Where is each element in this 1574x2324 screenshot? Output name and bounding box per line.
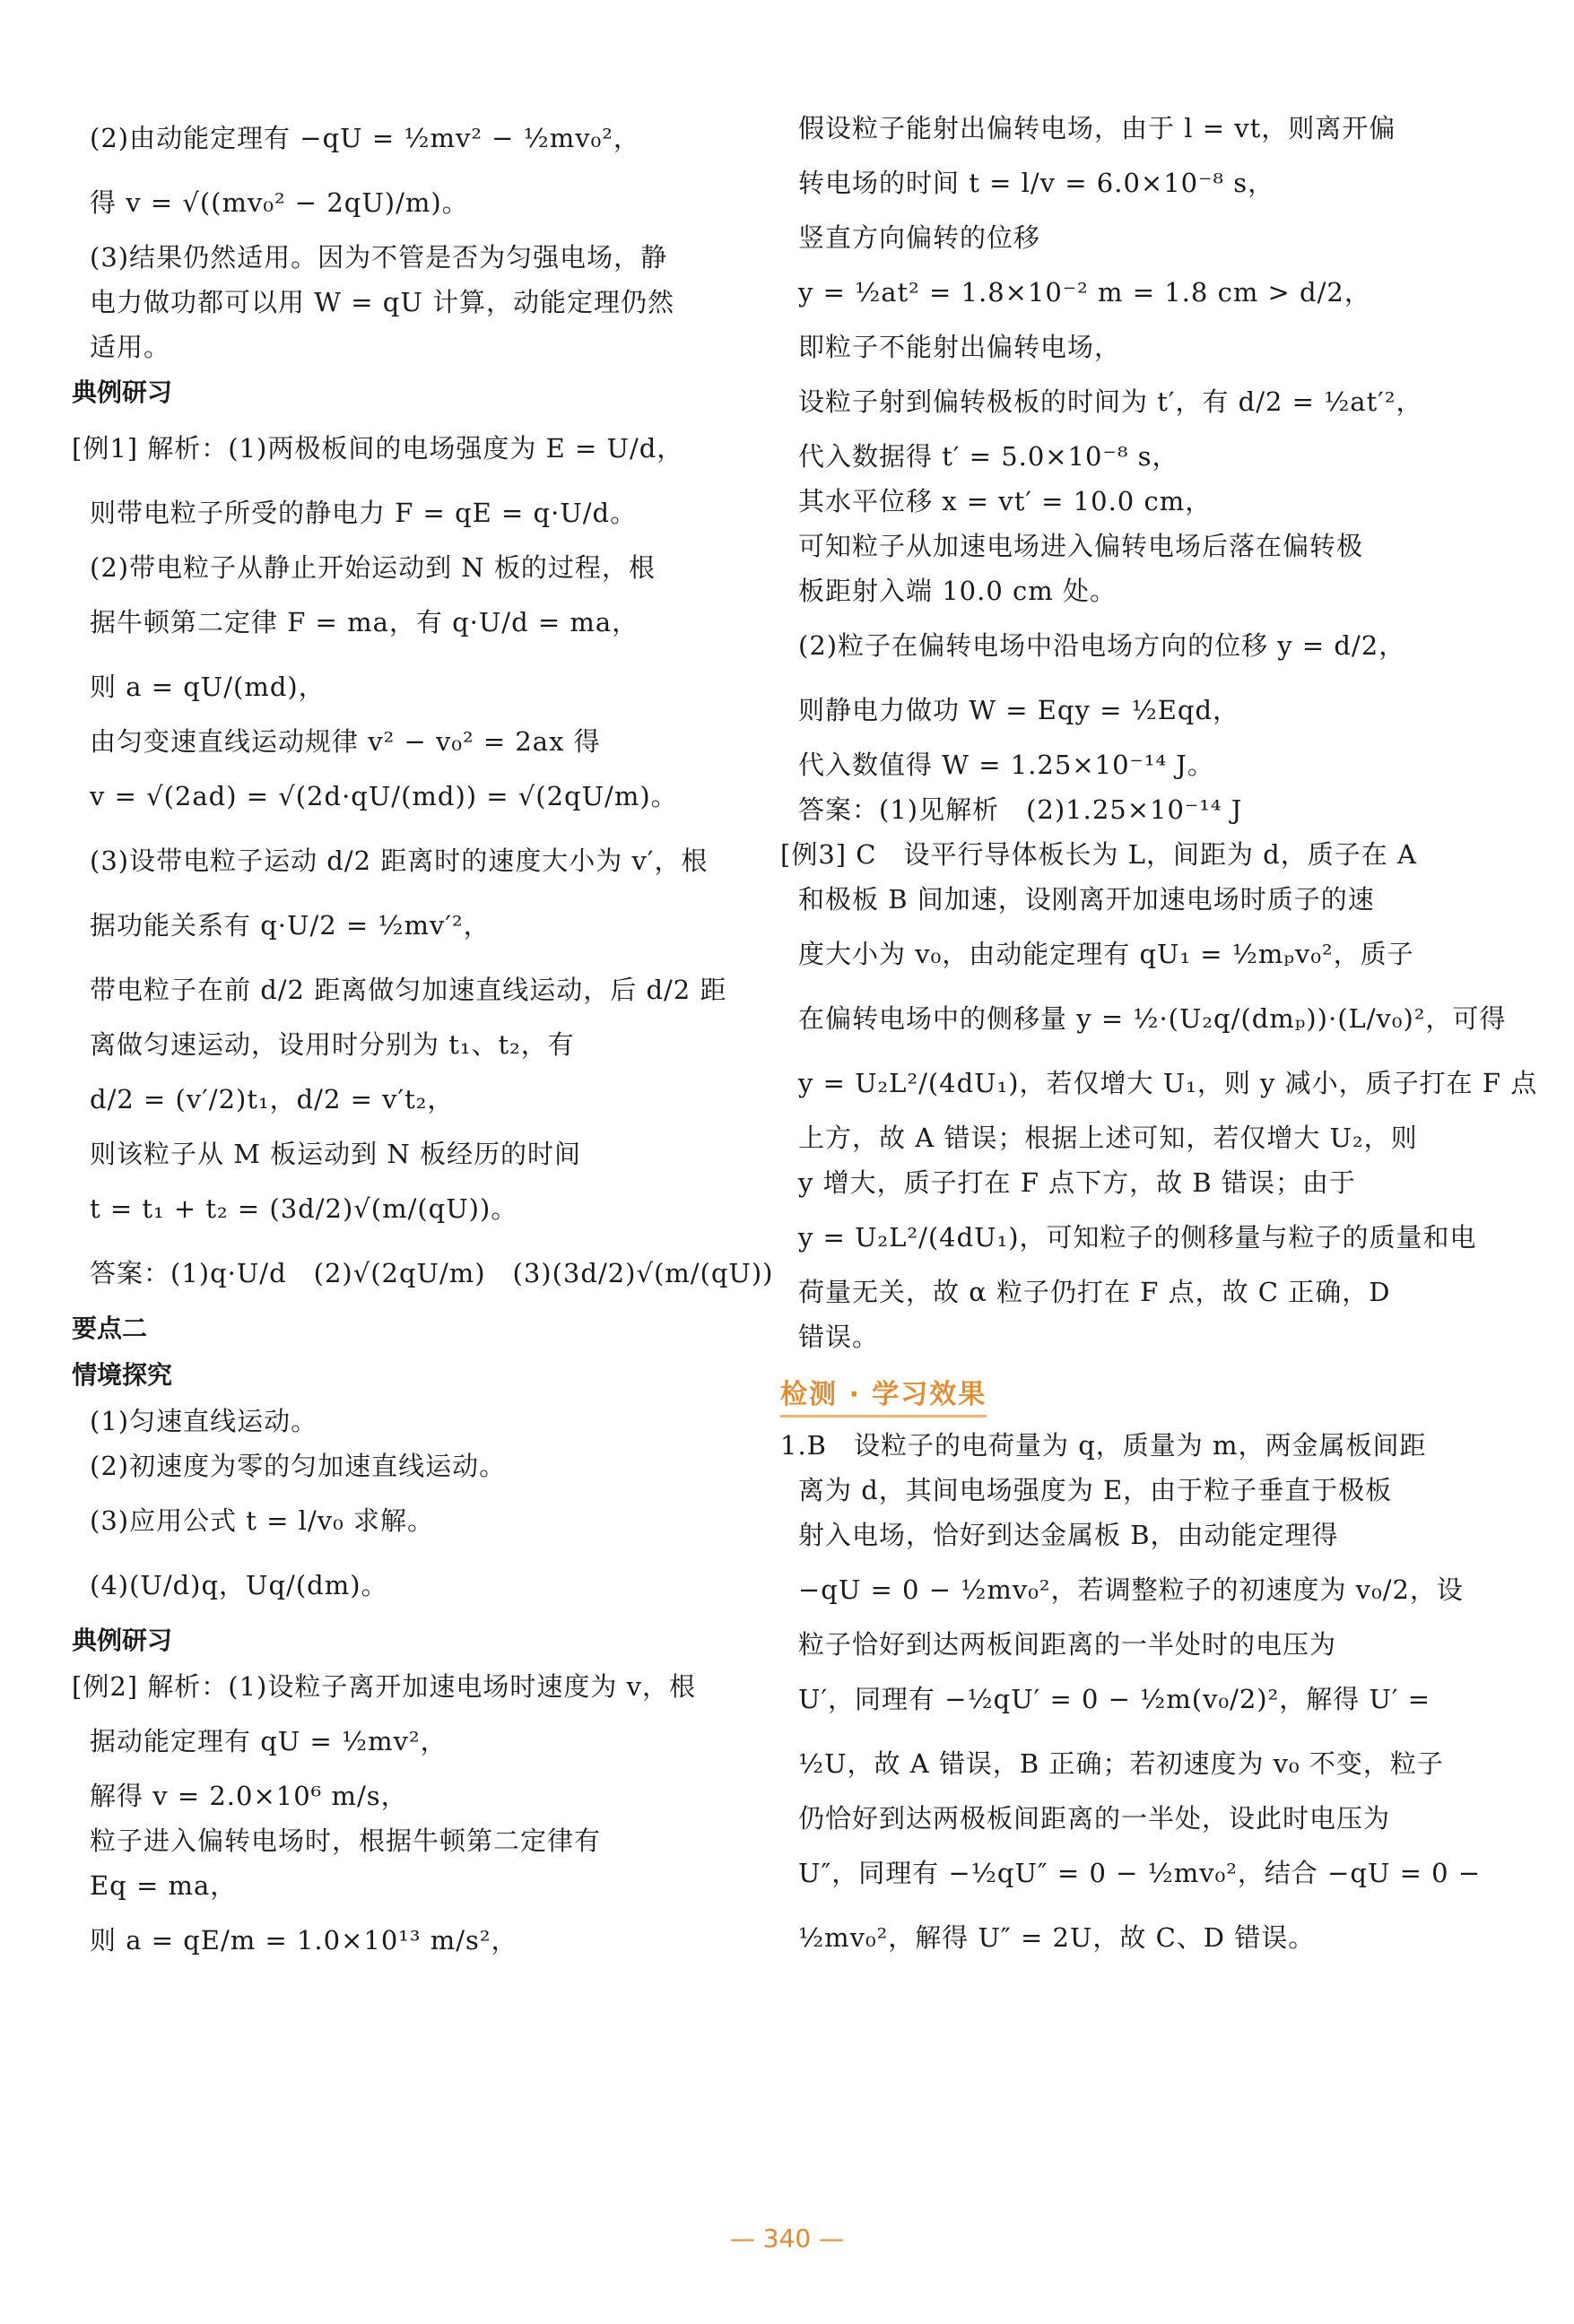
right-column-part-b bbox=[780, 1423, 1482, 1970]
text-line: y = ½at² = 1.8×10⁻² m = 1.8 cm > d/2， bbox=[798, 277, 1371, 308]
text-line: (2)初速度为零的匀加速直线运动。 bbox=[90, 1451, 507, 1481]
text-line: 据动能定理有 qU = ½mv²， bbox=[90, 1726, 448, 1756]
text-line: y = U₂L²/(4dU₁)，若仅增大 U₁，则 y 减小，质子打在 F 点 bbox=[798, 1068, 1538, 1098]
text-line: 代入数值得 W = 1.25×10⁻¹⁴ J。 bbox=[798, 750, 1214, 780]
text-line: 由匀变速直线运动规律 v² − v₀² = 2ax 得 bbox=[90, 726, 601, 757]
text-line: [例3] C 设平行导体板长为 L，间距为 d，质子在 A bbox=[780, 839, 1417, 870]
text-line: 得 v = √((mv₀² − 2qU)/m)。 bbox=[90, 187, 469, 218]
text-line: 设粒子射到偏转极板的时间为 t′，有 d/2 = ½at′²， bbox=[798, 386, 1423, 417]
text-line: 即粒子不能射出偏转电场， bbox=[798, 332, 1122, 362]
left-column bbox=[72, 106, 774, 1973]
text-line: 其水平位移 x = vt′ = 10.0 cm， bbox=[798, 486, 1213, 516]
text-line: y 增大，质子打在 F 点下方，故 B 错误；由于 bbox=[798, 1167, 1356, 1198]
text-line: 解得 v = 2.0×10⁶ m/s， bbox=[90, 1781, 408, 1811]
text-line: 则 a = qE/m = 1.0×10¹³ m/s²， bbox=[90, 1925, 518, 1955]
text-line: [例1] 解析：(1)两极板间的电场强度为 E = U/d， bbox=[72, 433, 684, 464]
section-title: 检测 · 学习效果 bbox=[780, 1372, 987, 1418]
text-line: 则静电力做功 W = Eqy = ½Eqd， bbox=[798, 695, 1240, 725]
text-line: 带电粒子在前 d/2 距离做匀加速直线运动，后 d/2 距 bbox=[90, 975, 727, 1005]
text-line: U″，同理有 −½qU″ = 0 − ½mv₀²，结合 −qU = 0 − bbox=[798, 1858, 1482, 1888]
text-line: 错误。 bbox=[798, 1322, 880, 1352]
text-line: 答案：(1)q·U/d (2)√(2qU/m) (3)(3d/2)√(m/(qU)) bbox=[90, 1258, 774, 1288]
text-line: 电力做功都可以用 W = qU 计算，动能定理仍然 bbox=[90, 287, 674, 317]
text-line: 粒子恰好到达两板间距离的一半处时的电压为 bbox=[798, 1629, 1337, 1660]
right-column-part-a bbox=[780, 106, 1538, 1359]
text-line: [例2] 解析：(1)设粒子离开加速电场时速度为 v，根 bbox=[72, 1671, 696, 1702]
text-line: 1.B 设粒子的电荷量为 q，质量为 m，两金属板间距 bbox=[780, 1430, 1427, 1461]
text-line: 据功能关系有 q·U/2 = ½mv′²， bbox=[90, 910, 491, 941]
text-line: ½U，故 A 错误，B 正确；若初速度为 v₀ 不变，粒子 bbox=[798, 1748, 1444, 1779]
text-line: −qU = 0 − ½mv₀²，若调整粒子的初速度为 v₀/2，设 bbox=[798, 1574, 1464, 1605]
page-number: — 340 — bbox=[729, 2224, 845, 2253]
text-line: 粒子进入偏转电场时，根据牛顿第二定律有 bbox=[90, 1825, 602, 1856]
text-line: U′，同理有 −½qU′ = 0 − ½m(v₀/2)²，解得 U′ = bbox=[798, 1684, 1431, 1714]
text-line: (2)由动能定理有 −qU = ½mv² − ½mv₀²， bbox=[90, 123, 640, 153]
text-line: 上方，故 A 错误；根据上述可知，若仅增大 U₂，则 bbox=[798, 1123, 1418, 1153]
text-line: (2)带电粒子从静止开始运动到 N 板的过程，根 bbox=[90, 552, 656, 583]
section-heading: 典例研习 bbox=[72, 377, 173, 407]
section-heading: 情境探究 bbox=[72, 1360, 173, 1390]
text-line: 荷量无关，故 α 粒子仍打在 F 点，故 C 正确，D bbox=[798, 1277, 1391, 1307]
text-line: d/2 = (v′/2)t₁，d/2 = v′t₂， bbox=[90, 1084, 455, 1114]
text-line: 板距射入端 10.0 cm 处。 bbox=[798, 576, 1117, 606]
text-line: 度大小为 v₀，由动能定理有 qU₁ = ½mₚv₀²，质子 bbox=[798, 939, 1414, 969]
text-line: (1)匀速直线运动。 bbox=[90, 1406, 318, 1436]
text-line: y = U₂L²/(4dU₁)，可知粒子的侧移量与粒子的质量和电 bbox=[798, 1222, 1477, 1253]
text-line: 则 a = qU/(md)， bbox=[90, 672, 326, 702]
section-heading: 要点二 bbox=[72, 1314, 148, 1343]
text-line: 离为 d，其间电场强度为 E，由于粒子垂直于极板 bbox=[798, 1475, 1393, 1505]
right-column bbox=[780, 106, 1538, 1970]
text-line: 代入数据得 t′ = 5.0×10⁻⁸ s， bbox=[798, 441, 1179, 472]
text-line: 适用。 bbox=[90, 332, 171, 362]
text-line: 射入电场，恰好到达金属板 B，由动能定理得 bbox=[798, 1520, 1339, 1550]
text-line: 可知粒子从加速电场进入偏转电场后落在偏转极 bbox=[798, 531, 1364, 561]
text-line: (3)结果仍然适用。因为不管是否为匀强电场，静 bbox=[90, 242, 668, 273]
text-line: 在偏转电场中的侧移量 y = ½·(U₂q/(dmₚ))·(L/v₀)²，可得 bbox=[798, 1003, 1507, 1034]
text-line: 假设粒子能射出偏转电场，由于 l = vt，则离开偏 bbox=[798, 113, 1396, 143]
text-line: ½mv₀²，解得 U″ = 2U，故 C、D 错误。 bbox=[798, 1922, 1316, 1953]
text-line: (3)应用公式 t = l/v₀ 求解。 bbox=[90, 1505, 434, 1536]
text-line: 和极板 B 间加速，设刚离开加速电场时质子的速 bbox=[798, 884, 1375, 915]
text-line: (3)设带电粒子运动 d/2 距离时的速度大小为 v′，根 bbox=[90, 845, 709, 876]
text-line: 答案：(1)见解析 (2)1.25×10⁻¹⁴ J bbox=[798, 794, 1243, 825]
text-line: 则带电粒子所受的静电力 F = qE = q·U/d。 bbox=[90, 498, 638, 528]
text-line: 转电场的时间 t = l/v = 6.0×10⁻⁸ s， bbox=[798, 168, 1275, 198]
text-line: t = t₁ + t₂ = (3d/2)√(m/(qU))。 bbox=[90, 1193, 518, 1224]
text-line: v = √(2ad) = √(2d·qU/(md)) = √(2qU/m)。 bbox=[90, 781, 678, 811]
text-line: 仍恰好到达两极板间距离的一半处，设此时电压为 bbox=[798, 1803, 1391, 1834]
text-line: Eq = ma， bbox=[90, 1870, 238, 1901]
text-line: 离做匀速运动，设用时分别为 t₁、t₂，有 bbox=[90, 1029, 575, 1060]
section-heading: 典例研习 bbox=[72, 1626, 173, 1655]
text-line: 竖直方向偏转的位移 bbox=[798, 222, 1041, 253]
text-line: (2)粒子在偏转电场中沿电场方向的位移 y = d/2， bbox=[798, 630, 1406, 661]
text-line: 则该粒子从 M 板运动到 N 板经历的时间 bbox=[90, 1139, 581, 1169]
text-line: (4)(U/d)q，Uq/(dm)。 bbox=[90, 1570, 388, 1600]
text-line: 据牛顿第二定律 F = ma，有 q·U/d = ma， bbox=[90, 607, 639, 637]
